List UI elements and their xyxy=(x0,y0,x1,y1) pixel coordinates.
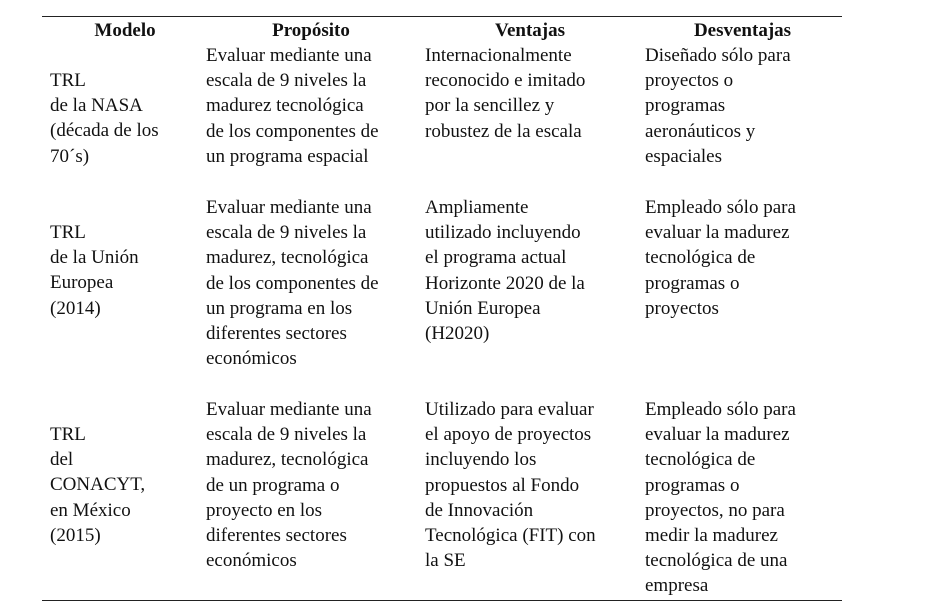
row-3-proposito: Evaluar mediante una escala de 9 niveles la madurez, tecnológica de un programa o proyecto en los diferentes sectores económicos xyxy=(206,399,372,572)
header-ventajas: Ventajas xyxy=(494,20,566,41)
row-3-modelo: TRL del CONACYT, en México (2015) xyxy=(50,424,146,546)
header-desventajas: Desventajas xyxy=(693,20,792,41)
header-modelo: Modelo xyxy=(94,20,156,41)
row-2-desventajas: Empleado sólo para evaluar la madurez tecnológica de programas o proyectos xyxy=(645,197,796,319)
row-2-ventajas: Ampliamente utilizado incluyendo el programa actual Horizonte 2020 de la Unión Europea (H2020) xyxy=(425,197,585,345)
row-1-proposito: Evaluar mediante una escala de 9 niveles la madurez tecnológica de los componentes de un programa espacial xyxy=(206,45,379,167)
header-proposito: Propósito xyxy=(272,20,350,41)
trl-comparison-table xyxy=(42,16,842,601)
row-1-desventajas: Diseñado sólo para proyectos o programas aeronáuticos y espaciales xyxy=(645,45,791,167)
row-1-modelo: TRL de la NASA (década de los 70´s) xyxy=(50,70,159,167)
row-3-ventajas: Utilizado para evaluar el apoyo de proyectos incluyendo los propuestos al Fondo de Innovación Tecnológica (FIT) con la SE xyxy=(425,399,596,572)
row-3-desventajas: Empleado sólo para evaluar la madurez tecnológica de programas o proyectos, no para medir la madurez tecnológica de una empresa xyxy=(645,399,796,597)
row-2-modelo: TRL de la Unión Europea (2014) xyxy=(50,222,139,319)
row-2-proposito: Evaluar mediante una escala de 9 niveles la madurez, tecnológica de los componentes de un programa en los diferentes sectores económicos xyxy=(206,197,379,370)
row-1-ventajas: Internacionalmente reconocido e imitado por la sencillez y robustez de la escala xyxy=(425,45,586,142)
